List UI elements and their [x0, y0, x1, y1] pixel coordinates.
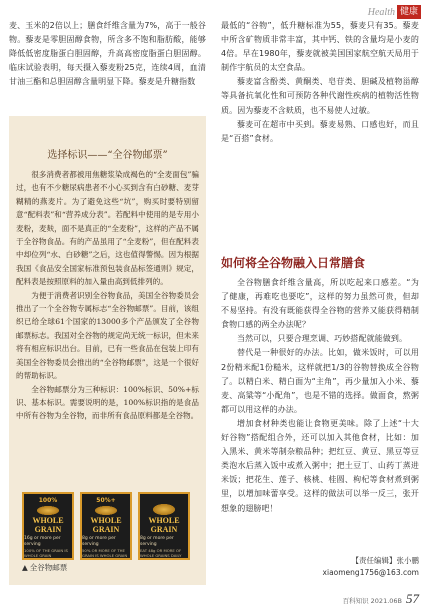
stamp-percent: 100% — [38, 497, 58, 504]
left-paragraph: 麦、玉米的2倍以上；膳食纤维含量为7%，高于一般谷物。藜麦是零胆固醇食物，所含多不饱和脂肪酸，能够降低低密度脂蛋白胆固醇，升高高密度脂蛋白胆固醇。临床试验表明，每天摄入藜麦粉25克，连续4周，血清甘油三酯和总胆固醇含量明显下降。藜麦是升糖指数 — [9, 21, 206, 87]
editor-label: 【责任编辑】张小鹏 — [351, 556, 419, 565]
section-heading: 如何将全谷物融入日常膳食 — [221, 256, 366, 270]
section-label-en: Health — [367, 6, 395, 18]
editor-email: xiaomeng1756@163.com — [322, 568, 419, 577]
wheat-icon — [95, 506, 117, 515]
page-number: 57 — [406, 591, 419, 606]
stamp-word: WHOLE — [148, 516, 180, 525]
right-column-lower — [221, 276, 419, 516]
caption-text: 全谷物邮票 — [29, 563, 68, 572]
stamp-note: EAT 48g OR MORE OF WHOLE GRAINS DAILY — [140, 548, 182, 558]
stamp-serving: 16g or more per serving — [24, 536, 61, 547]
stamps-caption — [22, 562, 67, 573]
right-paragraph: 全谷物膳食纤维含量高，所以吃起来口感差。“为了健康，再难吃也要吃”，这样的努力虽然可贵，但却不易坚持。有没有既能获得全谷物的营养又能获得精制食物口感的两全办法呢？ — [221, 278, 419, 330]
sidebar-paragraph: 全谷物邮票分为三种标识：100%标识、50%+标识、基本标识。需要说明的是，100%标识指的是食品中所有谷物为全谷物，而非所有食品原料都是全谷物。 — [16, 384, 199, 421]
triangle-icon: ▲ — [22, 563, 28, 572]
right-paragraph: 替代是一种很好的办法。比如，做米饭时，可以用2份精米配1份糙米，这样就把1/3的谷物替换成全谷物了。以精白米、精白面为“主角”，再少量加入小米、藜麦、高粱等“小配角”，也是不错的选择。做面食，熬粥都可以用这样的办法。 — [221, 348, 419, 414]
section-tag — [368, 4, 421, 20]
page-footer — [343, 591, 419, 607]
stamp-serving: 8g or more per serving — [140, 536, 174, 547]
sidebar-body — [16, 168, 199, 423]
right-paragraph: 最低的“谷物”，低升糖标准为55，藜麦只有35。藜麦中所含矿物质非常丰富，其中钙、铁的含量均是小麦的4倍。早在1980年，藜麦就被美国国家航空航天局用于制作宇航员的太空食品。 — [221, 21, 419, 73]
stamp-note: 100% OF THE GRAIN IS WHOLE GRAIN — [24, 548, 68, 558]
stamp-word: WHOLE — [32, 516, 64, 525]
left-column — [9, 19, 206, 89]
right-paragraph: 增加食材种类也能让食物更美味。除了上述“十大好谷物”搭配组合外，还可以加入其他食材，比如：加入黑米、黄米等制杂粮品种；把红豆、黄豆、黑豆等豆类泡水后蒸入饭中或煮入粥中；把土豆丁、山药丁蒸进米饭；把花生、莲子、核桃、桂圆、枸杞等食材煮到粥里，以增加味蕾享受。这样的做法可以举一反三，张开想象的翅膀吧！ — [221, 418, 419, 513]
right-paragraph: 藜麦可在超市中买到。藜麦易熟、口感也好，而且是“百搭”食材。 — [221, 119, 419, 143]
editor-credit — [221, 555, 419, 579]
section-label-cn: 健康 — [397, 5, 421, 19]
sidebar-paragraph: 很多消费者都被用焦糖浆染成褐色的“全麦面包”骗过，也有不少糖尿病患者不小心买到含有白砂糖、麦芽糊精的燕麦片。为了避免这些“坑”，购买时要特别留意“配料表”和“营养成分表”。若配料中使用的是专用小麦粉，麦麸，面不是真正的“全麦粉”，这样的产品不属于全谷物食品。有的产品虽用了“全麦粉”，但在配料表中却位列“水、白砂糖”之后，这也值得警惕。因为根据我国《食品安全国家标准预包装食品标签通则》规定，配料表是按照原料的加入量由高到低排列的。 — [16, 170, 199, 287]
sidebar-title: 选择标识——“全谷物邮票” — [47, 150, 168, 161]
right-paragraph: 当然可以，只要合理烹调、巧妙搭配就能做到。 — [237, 334, 408, 344]
stamp-word: WHOLE — [90, 516, 122, 525]
whole-grain-stamps — [22, 492, 192, 560]
magazine-issue: 百科知识 2021.06B — [342, 597, 402, 605]
stamp-note: 50% OR MORE OF THE GRAIN IS WHOLE GRAIN — [82, 548, 128, 558]
stamp-word: GRAIN — [34, 525, 62, 534]
wheat-icon — [153, 504, 175, 515]
stamp-word: GRAIN — [150, 525, 178, 534]
stamp-word: GRAIN — [92, 525, 120, 534]
wheat-icon — [37, 506, 59, 515]
whole-grain-stamp-basic — [138, 492, 190, 560]
whole-grain-stamp-100 — [22, 492, 74, 560]
sidebar-paragraph: 为便于消费者识别全谷物食品，美国全谷物委员会推出了一个全谷物专属标志“全谷物邮票”。目前，该组织已给全球61个国家的13000多个产品颁发了全谷物邮票标志。我国对全谷物的规定尚无统一标识，但未来将有相应标识出台。目前，已有一些食品在包装上印有美国全谷物委员会推出的“全谷物邮票”，这是一个很好的帮助标识。 — [16, 290, 199, 381]
stamp-serving: 8g or more per serving — [82, 536, 116, 547]
whole-grain-stamp-50 — [80, 492, 132, 560]
stamp-percent: 50%+ — [96, 497, 116, 504]
right-paragraph: 藜麦富含酚类、黄酮类、皂苷类、胆碱及植物甾醇等具备抗氧化性和可预防各种代谢性疾病的植物活性物质。因为藜麦不含麸质，也不易使人过敏。 — [221, 77, 419, 115]
right-column — [221, 19, 419, 146]
